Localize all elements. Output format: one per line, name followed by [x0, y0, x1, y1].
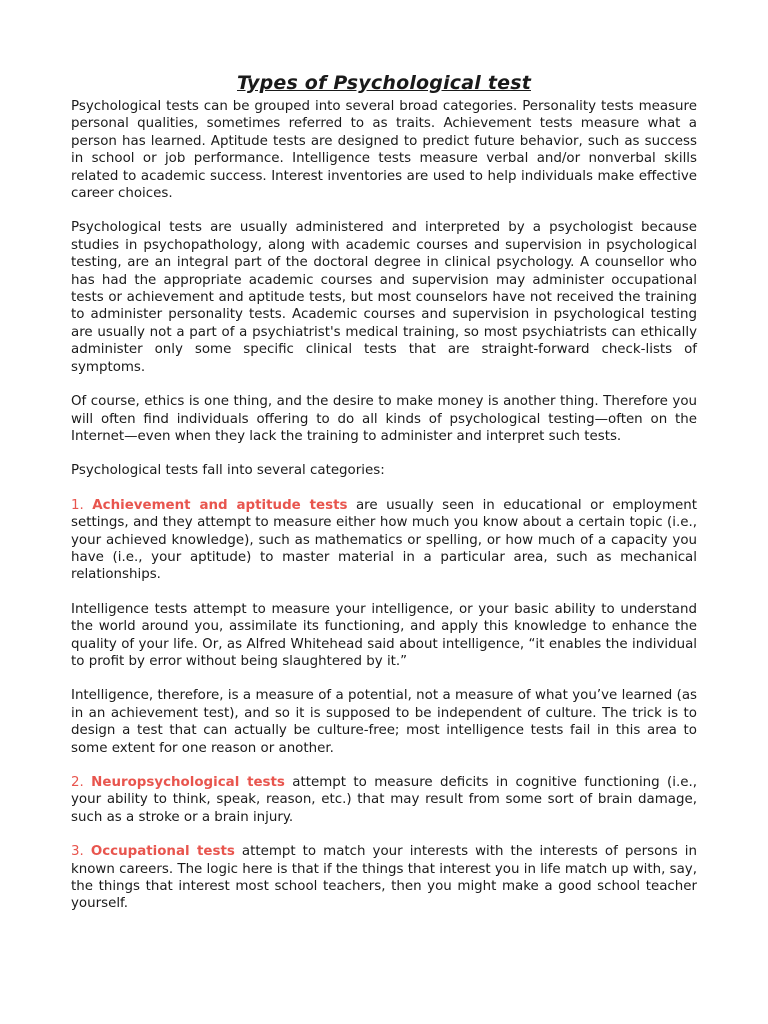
category-number: 1.: [71, 497, 84, 513]
category-term: Neuropsychological tests: [91, 775, 285, 790]
category-number: 3.: [71, 844, 84, 860]
category-text: attempt to measure deficits in cognitive functioning (i.e., your ability to think, speak, reason, etc.) that may result from some sort of brain damage, such as a stroke or a brain injury.: [71, 775, 697, 825]
category-term: Occupational tests: [90, 844, 235, 860]
category-item-neuropsychological: [71, 774, 697, 826]
category-item-achievement: [71, 497, 697, 584]
paragraph-intro: Psychological tests can be grouped into several broad categories. Personality tests measure personal qualities, sometimes referred to as traits. Achievement tests measure what a person has learned. Aptitude tests are designed to predict future behavior, such as success in school or job performance. Intelligence tests measure verbal and/or nonverbal skills related to academic success. Interest inventories are used to help individuals make effective career choices.: [71, 99, 697, 202]
category-term: Achievement and aptitude tests: [92, 497, 348, 513]
document-title: Types of Psychological test: [237, 72, 531, 94]
paragraph-categories-intro: Psychological tests fall into several categories:: [71, 463, 385, 479]
paragraph-intelligence-potential: Intelligence, therefore, is a measure of a potential, not a measure of what you’ve learned (as in an achievement test), and so it is supposed to be independent of culture. The trick is to design a test that can actually be culture-free; most intelligence tests fail in this area to some extent for one reason or another.: [71, 688, 697, 756]
paragraph-ethics: Of course, ethics is one thing, and the desire to make money is another thing. Therefore you will often find individuals offering to do all kinds of psychological testing—often on the Internet—even when they lack the training to administer and interpret such tests.: [71, 394, 697, 444]
category-number: 2.: [71, 775, 84, 790]
category-text: attempt to match your interests with the interests of persons in known careers. The logic here is that if the things that interest you in life match up with, say, the things that interest most school teachers, then you might make a good school teacher yourself.: [71, 844, 697, 912]
paragraph-administration: Psychological tests are usually administered and interpreted by a psychologist because studies in psychopathology, along with academic courses and supervision in psychological testing, are an integral part of the doctoral degree in clinical psychology. A counsellor who has had the appropriate academic courses and supervision may administer occupational tests or achievement and aptitude tests, but most counselors have not received the training to administer personality tests. Academic courses and supervision in psychological testing are usually not a part of a psychiatrist's medical training, so most psychiatrists can ethically administer only some specific clinical tests that are straight-forward check-lists of symptoms.: [71, 220, 697, 375]
category-item-occupational: [71, 843, 697, 913]
paragraph-intelligence: Intelligence tests attempt to measure your intelligence, or your basic ability to understand the world around you, assimilate its functioning, and apply this knowledge to enhance the quality of your life. Or, as Alfred Whitehead said about intelligence, “it enables the individual to profit by error without being slaughtered by it.”: [71, 601, 697, 669]
document-page: [71, 70, 697, 930]
category-text: are usually seen in educational or employment settings, and they attempt to measure either how much you know about a certain topic (i.e., your achieved knowledge), such as mathematics or spelling, or how much of a capacity you have (i.e., your aptitude) to master material in a particular area, such as mechanical relationships.: [71, 497, 697, 583]
